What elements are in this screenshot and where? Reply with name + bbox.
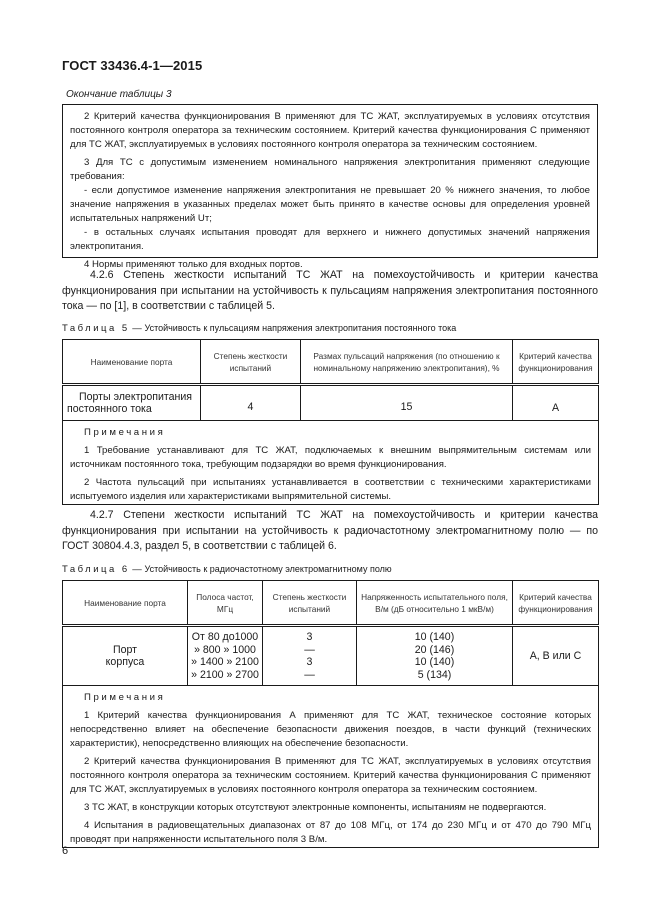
table5-note-2: 2 Частота пульсаций при испытаниях устанавливается в соответствии с техническими характеристиками испытуемого изделия или характеристиками выпрямительной системы. xyxy=(70,477,591,502)
table6-cell-criterion: А, В или С xyxy=(513,626,599,686)
table-row xyxy=(63,385,599,421)
table5-caption: Таблица 5 — Устойчивость к пульсациям напряжения электропитания постоянного тока xyxy=(62,323,457,334)
table6-header-criterion: Критерий качества функционирования xyxy=(513,581,599,626)
table3-notes-box xyxy=(62,104,598,270)
table6-cell-severities: 3 — 3 — xyxy=(263,626,357,686)
table5-cell-criterion: А xyxy=(513,385,599,421)
document-header: ГОСТ 33436.4-1—2015 xyxy=(62,58,203,73)
table6-note-3: 3 ТС ЖАТ, в конструкции которых отсутствуют электронные компоненты, испытаниям не подвергаются. xyxy=(84,802,547,813)
table5-cell-port: Порты электропитания постоянного тока xyxy=(63,385,201,421)
table6-note-4: 4 Испытания в радиовещательных диапазонах от 87 до 108 МГц, от 174 до 230 МГц и от 470 до 790 МГц проводят при напряженности испытательного поля 3 В/м. xyxy=(70,820,591,845)
table3-note-4: 4 Нормы применяют только для входных портов. xyxy=(84,259,303,270)
table5-notes xyxy=(63,421,599,505)
table5-note-1: 1 Требование устанавливают для ТС ЖАТ, подключаемых к внешним выпрямительным системам или источникам постоянного тока, требующим подзарядки во время функционирования. xyxy=(70,445,591,470)
table3-note-3-bullet-2: - в остальных случаях испытания проводят для верхнего и нижнего допустимых значений напряжения электропитания. xyxy=(70,227,590,252)
table6-header-field: Напряженность испытательного поля, В/м (дБ относительно 1 мкВ/м) xyxy=(357,581,513,626)
table6-cell-port: Порт корпуса xyxy=(63,626,188,686)
table6-notes xyxy=(63,686,599,848)
page-number: 6 xyxy=(62,845,69,857)
table6-cell-field-strengths: 10 (140) 20 (146) 10 (140) 5 (134) xyxy=(357,626,513,686)
table6-notes-title: Примечания xyxy=(84,692,166,703)
table5-header-severity: Степень жесткости испытаний xyxy=(201,340,301,385)
table6-caption-title: Устойчивость к радиочастотному электромагнитному полю xyxy=(144,564,392,574)
table5-header-criterion: Критерий качества функционирования xyxy=(513,340,599,385)
table3-note-3-bullet-1: - если допустимое изменение напряжения электропитания не превышает 20 % нижнего значения, то любое значение напряжения в указанных пределах может быть принято в качестве основы для определения уровней испытательных напряжений Uт; xyxy=(70,185,590,224)
table5-header-ripple: Размах пульсаций напряжения (по отношению к номинальному напряжению электропитания), % xyxy=(301,340,513,385)
table6-cell-bands: От 80 до1000 » 800 » 1000 » 1400 » 2100 » 2100 » 2700 xyxy=(188,626,263,686)
section-4-2-7-text: 4.2.7 Степени жесткости испытаний ТС ЖАТ на помехоустойчивость и критерии качества функционирования при испытании на устойчивость к радиочастотному электромагнитному полю — по ГОСТ 30804.4.3, раздел 5, в соответствии с таблицей 6. xyxy=(62,509,598,552)
table6-note-1: 1 Критерий качества функционирования А применяют для ТС ЖАТ, техническое состояние которых непосредственно влияет на обеспечение безопасности движения поездов, в части функций (технических характеристик), непосредственно влияющих на обеспечение безопасности. xyxy=(70,710,591,749)
table5 xyxy=(62,339,599,505)
table5-caption-title: Устойчивость к пульсациям напряжения электропитания постоянного тока xyxy=(144,323,457,333)
table6 xyxy=(62,580,599,848)
table5-header-port: Наименование порта xyxy=(63,340,201,385)
table6-header-severity: Степень жесткости испытаний xyxy=(263,581,357,626)
section-4-2-6-text: 4.2.6 Степень жесткости испытаний ТС ЖАТ на помехоустойчивость и критерии качества функционирования при испытании на устойчивость к пульсациям напряжения электропитания постоянного тока — по [1], в соответствии с таблицей 5. xyxy=(62,269,598,312)
table6-header-band: Полоса частот, МГц xyxy=(188,581,263,626)
table5-cell-ripple: 15 xyxy=(301,385,513,421)
table6-header-port: Наименование порта xyxy=(63,581,188,626)
table-row xyxy=(63,626,599,686)
table3-continuation-label: Окончание таблицы 3 xyxy=(66,89,172,100)
table3-note-2: 2 Критерий качества функционирования В применяют для ТС ЖАТ, эксплуатируемых в условиях отсутствия постоянного контроля оператора за техническим состоянием. Критерий качества функционирования С применяют для ТС ЖАТ, эксплуатируемых в условиях постоянного контроля оператора за техническим состоянием. xyxy=(70,111,590,150)
table5-cell-severity: 4 xyxy=(201,385,301,421)
table6-caption-prefix: Таблица 6 xyxy=(62,564,130,575)
table5-caption-prefix: Таблица 5 xyxy=(62,323,130,334)
table5-notes-title: Примечания xyxy=(84,427,166,438)
table6-note-2: 2 Критерий качества функционирования В применяют для ТС ЖАТ, эксплуатируемых в условиях отсутствия постоянного контроля оператора за техническим состоянием. Критерий качества функционирования С применяют для ТС ЖАТ, эксплуатируемых в условиях постоянного контроля оператора за техническим состоянием. xyxy=(70,756,591,795)
table3-note-3: 3 Для ТС с допустимым изменением номинального напряжения электропитания применяют следующие требования: xyxy=(70,157,590,182)
table6-caption: Таблица 6 — Устойчивость к радиочастотному электромагнитному полю xyxy=(62,564,392,575)
